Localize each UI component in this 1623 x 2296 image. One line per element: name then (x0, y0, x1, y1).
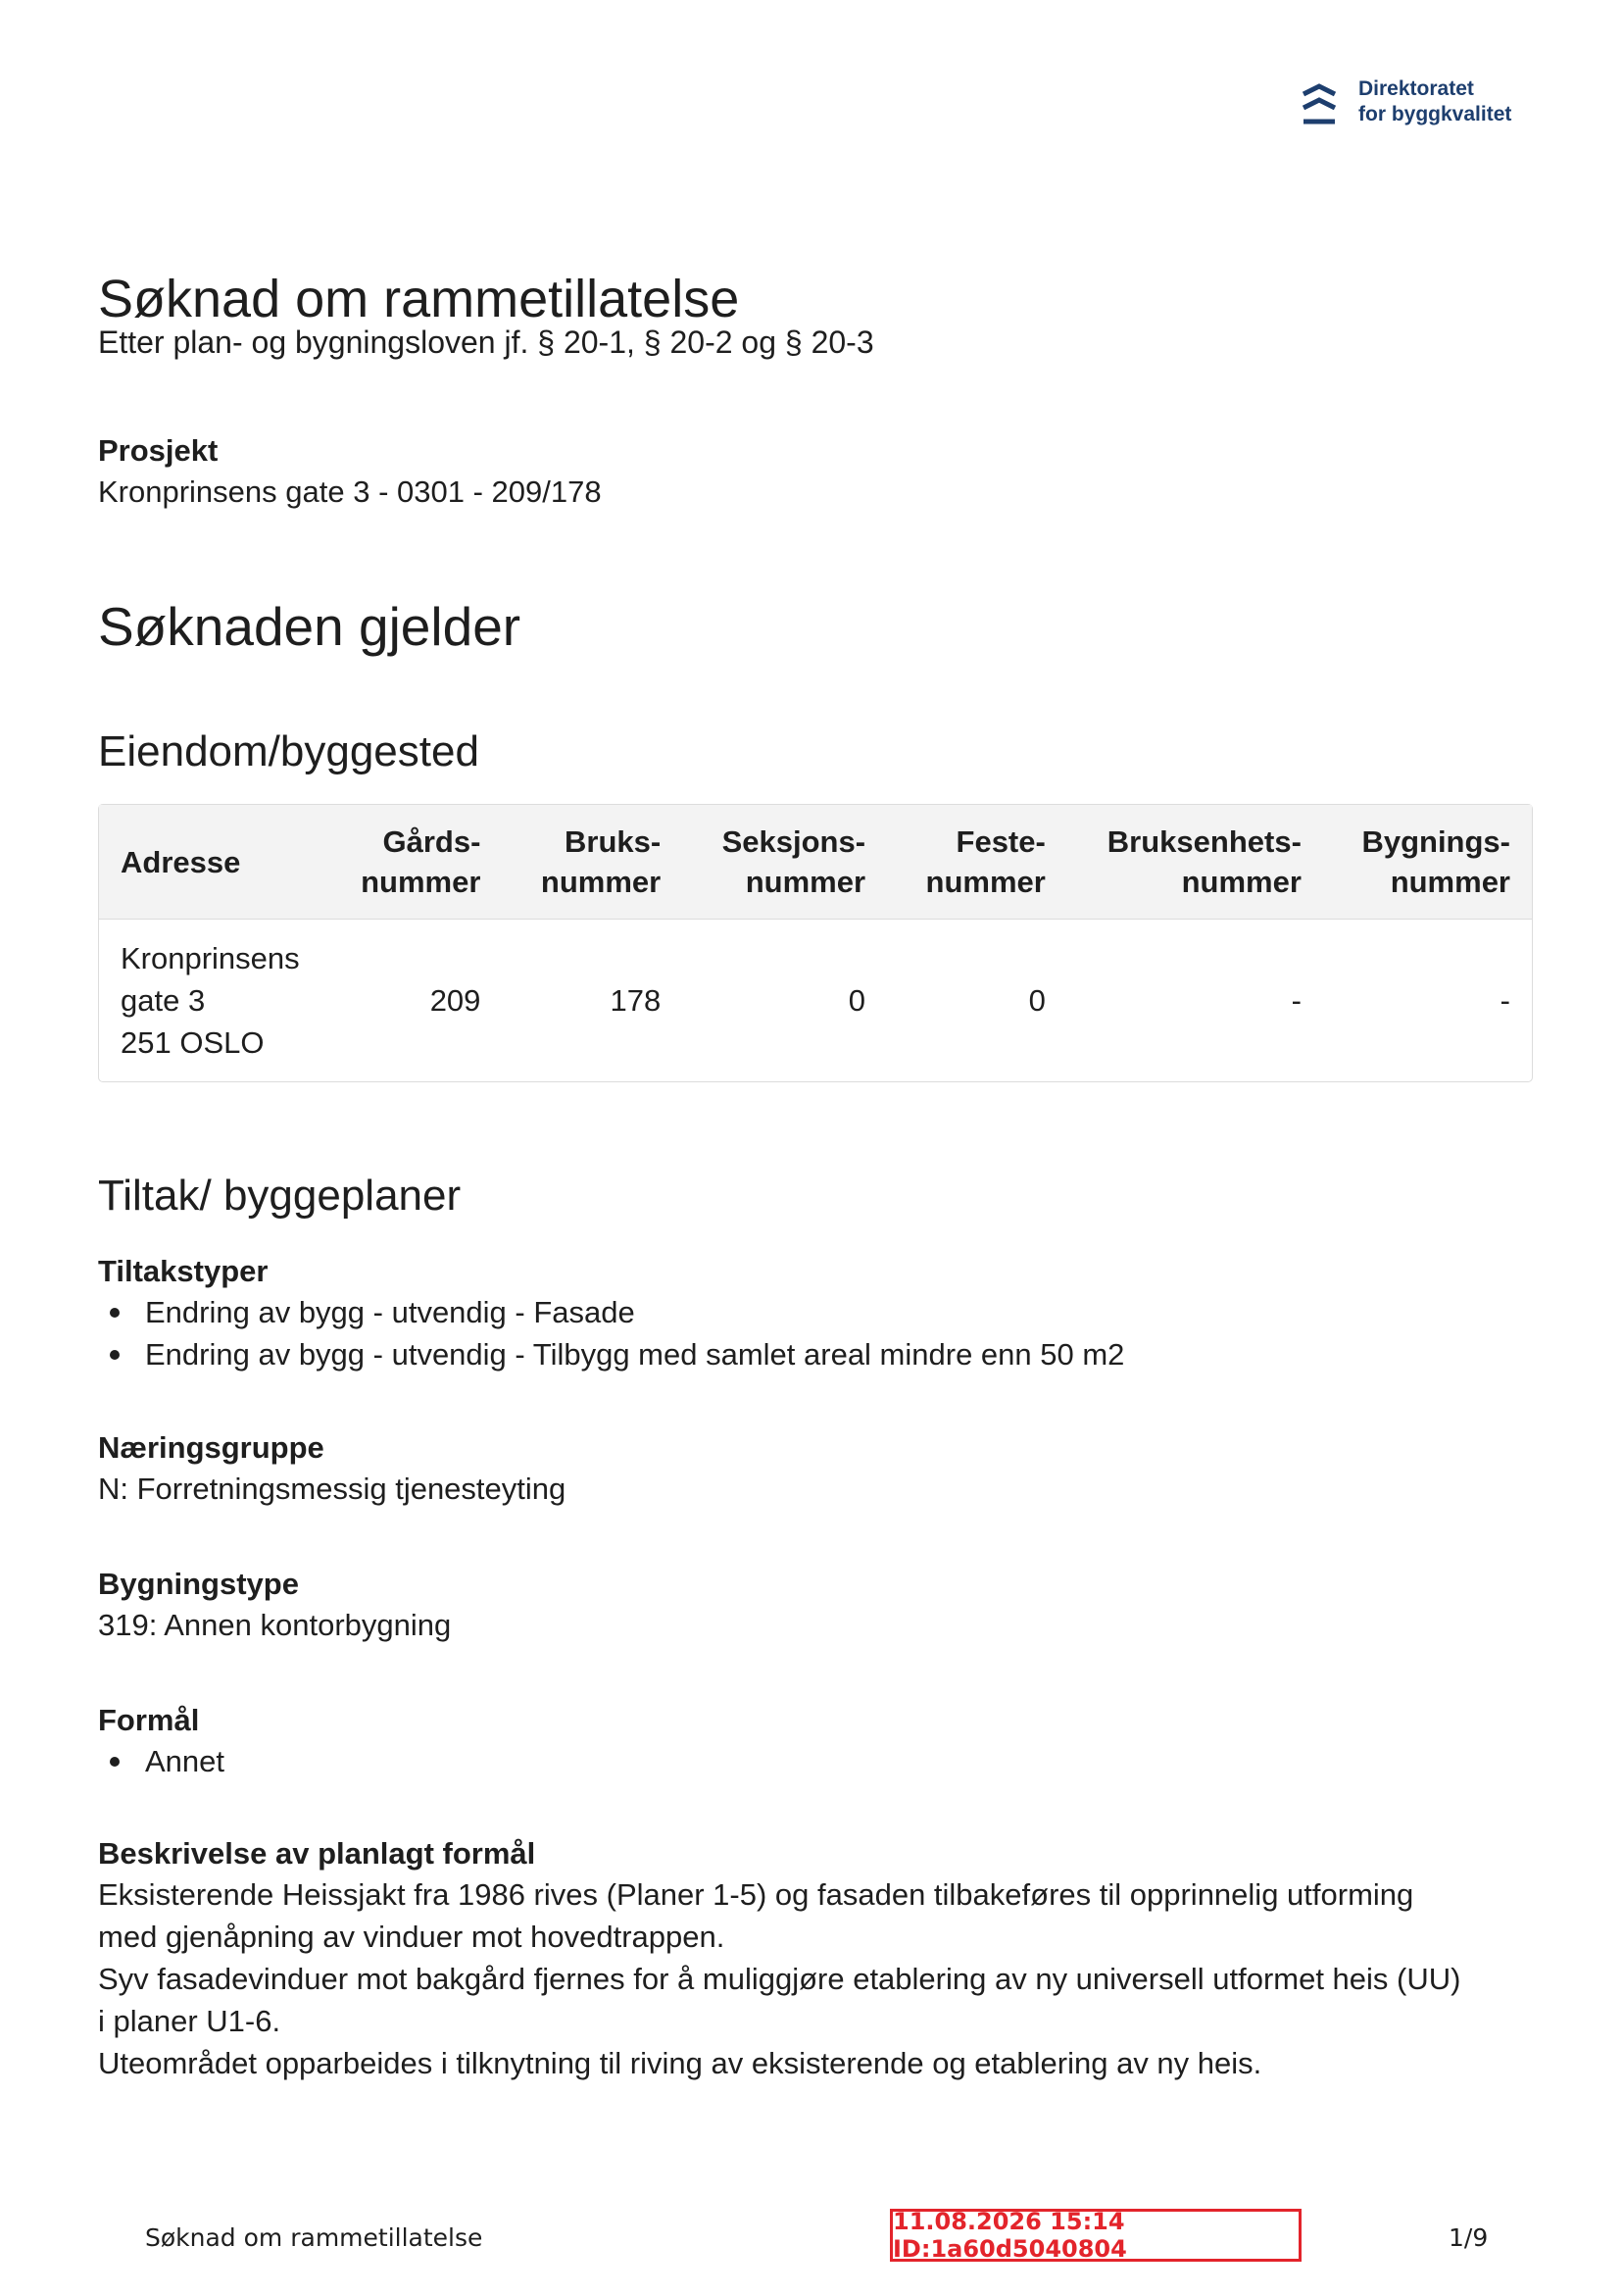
tiltakstyper-label: Tiltakstyper (98, 1254, 269, 1288)
timestamp-id-stamp: 11.08.2026 15:14 ID:1a60d5040804 (890, 2209, 1302, 2262)
column-header-bruksenhetsnummer: Bruksenhets- nummer (1067, 805, 1323, 920)
soknaden-gjelder-heading: Søknaden gjelder (98, 596, 521, 657)
cell-gardsnummer: 209 (429, 983, 481, 1018)
logo-line-1: Direktoratet (1358, 77, 1474, 100)
eiendom-heading: Eiendom/byggested (98, 727, 479, 775)
beskrivelse-line: Eksisterende Heissjakt fra 1986 rives (Planer 1-5) og fasaden tilbakeføres til opprinnelig utforming (98, 1877, 1414, 1912)
tiltakstyper-section (98, 1252, 1533, 1375)
footer-document-title: Søknad om rammetillatelse (145, 2223, 483, 2252)
bygningstype-label: Bygningstype (98, 1567, 299, 1601)
column-header-gardsnummer: Gårds- nummer (304, 805, 503, 920)
table-header-row (99, 805, 1532, 920)
cell-festenummer: 0 (1028, 983, 1046, 1018)
list-item: Endring av bygg - utvendig - Tilbygg med samlet areal mindre enn 50 m2 (145, 1333, 1533, 1375)
beskrivelse-text (98, 1873, 1533, 2084)
cell-bygningsnummer: - (1500, 983, 1510, 1018)
cell-adresse: Kronprinsens gate 3 251 OSLO (121, 941, 300, 1060)
formal-section (98, 1701, 1533, 1782)
beskrivelse-label: Beskrivelse av planlagt formål (98, 1836, 536, 1871)
naeringsgruppe-value: N: Forretningsmessig tjenesteyting (98, 1472, 566, 1506)
logo-line-2: for byggkvalitet (1358, 103, 1512, 125)
beskrivelse-line: Syv fasadevinduer mot bakgård fjernes for å muliggjøre etablering av ny universell utformet heis (UU) (98, 1962, 1461, 1996)
cell-bruksnummer: 178 (610, 983, 662, 1018)
list-item: Endring av bygg - utvendig - Fasade (145, 1291, 1533, 1333)
tiltakstyper-list (98, 1291, 1533, 1375)
column-header-bruksnummer: Bruks- nummer (502, 805, 682, 920)
cell-seksjonsnummer: 0 (848, 983, 866, 1018)
column-header-adresse: Adresse (99, 805, 304, 920)
naeringsgruppe-section (98, 1428, 1533, 1511)
document-title: Søknad om rammetillatelse (98, 270, 740, 328)
beskrivelse-line: med gjenåpning av vinduer mot hovedtrappen. (98, 1920, 725, 1954)
formal-list (98, 1740, 1533, 1782)
dibk-logo-icon (1300, 80, 1339, 129)
beskrivelse-section (98, 1834, 1533, 2084)
formal-label: Formål (98, 1703, 200, 1737)
table-row (99, 920, 1532, 1081)
prosjekt-value: Kronprinsens gate 3 - 0301 - 209/178 (98, 474, 602, 509)
beskrivelse-line: i planer U1-6. (98, 2004, 281, 2038)
column-header-festenummer: Feste- nummer (887, 805, 1067, 920)
document-subtitle: Etter plan- og bygningsloven jf. § 20-1, § 20-2 og § 20-3 (98, 324, 874, 360)
dibk-logo (1300, 76, 1511, 129)
property-table (98, 804, 1533, 1082)
prosjekt-label: Prosjekt (98, 433, 219, 468)
list-item: Annet (145, 1740, 1533, 1782)
naeringsgruppe-label: Næringsgruppe (98, 1430, 324, 1465)
column-header-seksjonsnummer: Seksjons- nummer (682, 805, 887, 920)
column-header-bygningsnummer: Bygnings- nummer (1323, 805, 1532, 920)
page-number: 1/9 (1449, 2223, 1489, 2252)
tiltak-heading: Tiltak/ byggeplaner (98, 1172, 462, 1220)
cell-bruksenhetsnummer: - (1291, 983, 1302, 1018)
beskrivelse-line: Uteområdet opparbeides i tilknytning til riving av eksisterende og etablering av ny heis. (98, 2046, 1262, 2080)
bygningstype-value: 319: Annen kontorbygning (98, 1608, 452, 1642)
prosjekt-section (98, 431, 602, 514)
bygningstype-section (98, 1565, 1533, 1647)
logo-wordmark (1358, 76, 1511, 127)
